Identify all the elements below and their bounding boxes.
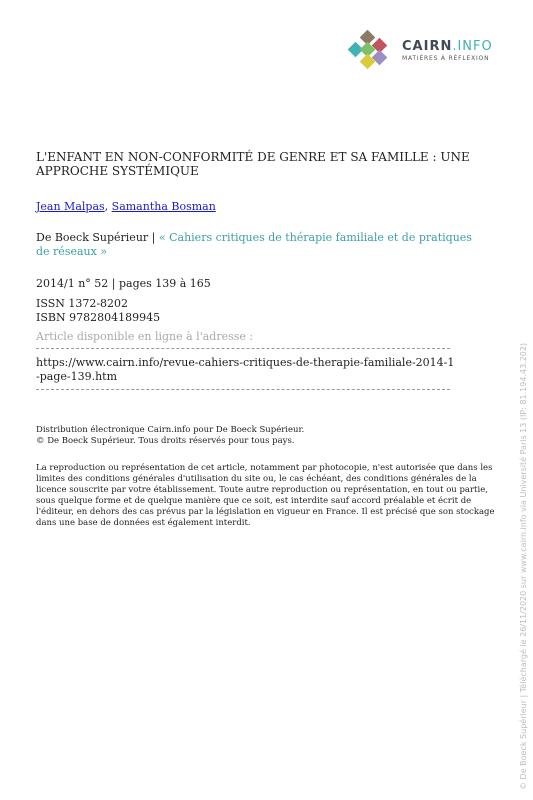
logo-tiles-icon <box>338 30 398 70</box>
copyright-line: © De Boeck Supérieur. Tous droits réservés pour tous pays. <box>36 436 295 446</box>
journal-link[interactable]: « Cahiers critiques de thérapie familiale et de pratiques de réseaux » <box>36 231 472 258</box>
distribution-notice <box>36 425 496 447</box>
logo-brand-name: CAIRN.INFO <box>402 39 493 54</box>
legal-notice: La reproduction ou représentation de cet article, notamment par photocopie, n'est autorisée que dans les limites des conditions générales d'utilisation du site ou, le cas échéant, des conditions générales de la licence souscrite par votre établissement. Toute autre reproduction ou représentation, en tout ou partie, sous quelque forme et de quelque manière que ce soit, est interdite sauf accord préalable et écrit de l'éditeur, en dehors des cas prévus par la législation en vigueur en France. Il est précisé que son stockage dans une base de données est également interdit. <box>36 463 495 528</box>
identifiers <box>36 297 160 325</box>
author-link[interactable]: Samantha Bosman <box>111 200 216 213</box>
logo-tagline: MATIÈRES À RÉFLEXION <box>402 55 490 62</box>
divider <box>36 389 450 390</box>
issn: ISSN 1372-8202 <box>36 297 129 310</box>
author-separator: , <box>104 200 112 213</box>
article-title: L'ENFANT EN NON-CONFORMITÉ DE GENRE ET SA FAMILLE : UNE APPROCHE SYSTÉMIQUE <box>36 150 470 178</box>
issue-info: 2014/1 n° 52 | pages 139 à 165 <box>36 277 211 290</box>
download-watermark: © De Boeck Supérieur | Téléchargé le 26/11/2020 sur www.cairn.info via Université Paris 13 (IP: 81.194.43.202) <box>519 342 528 790</box>
cairn-logo[interactable] <box>338 30 508 70</box>
availability-label: Article disponible en ligne à l'adresse : <box>36 330 254 343</box>
article-url[interactable]: https://www.cairn.info/revue-cahiers-critiques-de-therapie-familiale-2014-1-page-139.htm <box>36 356 455 383</box>
publication-info <box>36 231 486 259</box>
publisher-name: De Boeck Supérieur <box>36 231 149 244</box>
author-link[interactable]: Jean Malpas <box>36 200 105 213</box>
isbn: ISBN 9782804189945 <box>36 311 161 324</box>
publisher-separator: | <box>148 231 159 244</box>
distribution-line: Distribution électronique Cairn.info pour De Boeck Supérieur. <box>36 425 305 435</box>
divider <box>36 348 450 349</box>
author-list <box>36 200 216 213</box>
